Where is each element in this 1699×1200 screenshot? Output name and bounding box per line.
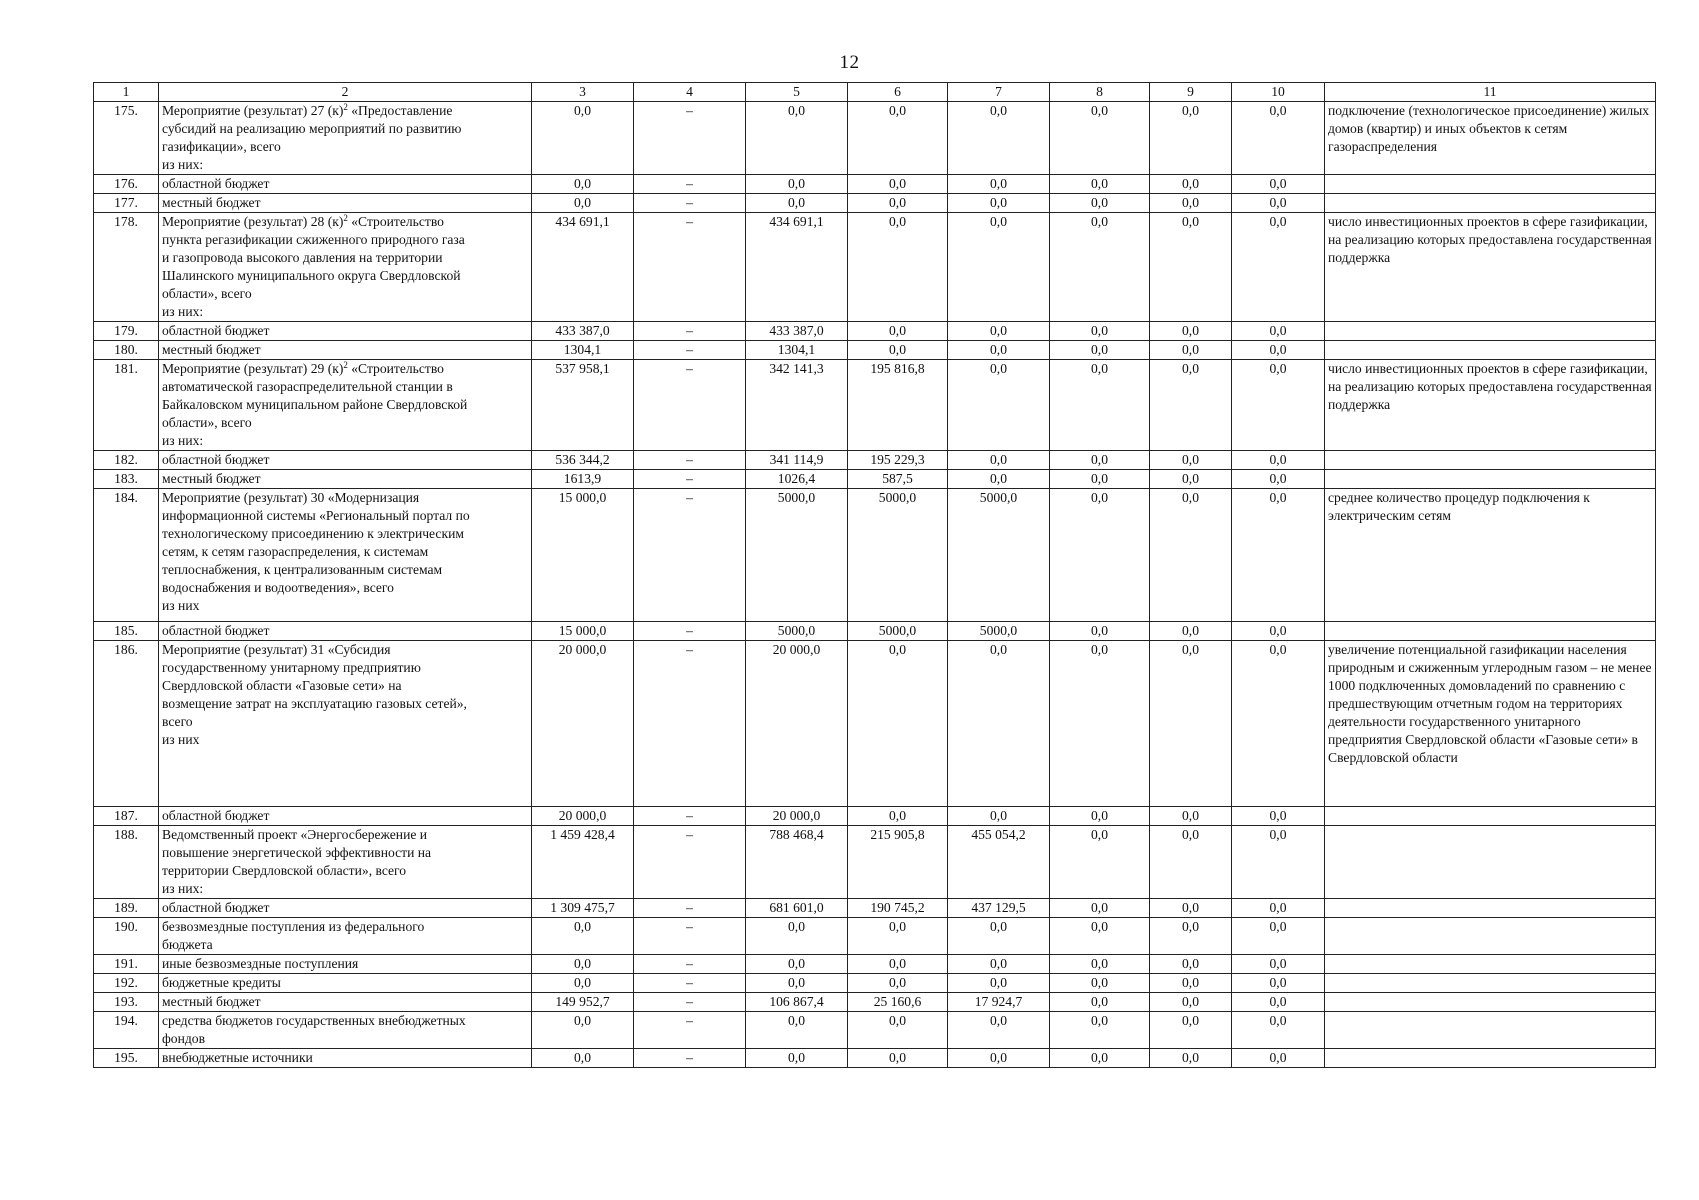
year1-cell: 788 468,4 [746,826,848,899]
table-row [94,489,1656,622]
col4-cell: – [634,807,746,826]
total-cell: 434 691,1 [532,213,634,322]
year3-cell: 0,0 [948,451,1050,470]
table-row [94,807,1656,826]
year1-cell: 681 601,0 [746,899,848,918]
row-number: 180. [94,341,159,360]
year1-cell: 5000,0 [746,489,848,622]
year5-cell: 0,0 [1150,641,1232,807]
year5-cell: 0,0 [1150,622,1232,641]
column-header: 6 [848,83,948,102]
year5-cell: 0,0 [1150,451,1232,470]
table-row [94,622,1656,641]
column-header: 1 [94,83,159,102]
row-number: 189. [94,899,159,918]
year4-cell: 0,0 [1050,993,1150,1012]
year2-cell: 0,0 [848,102,948,175]
indicator-cell [1325,622,1656,641]
year6-cell: 0,0 [1232,102,1325,175]
column-header: 7 [948,83,1050,102]
indicator-cell [1325,974,1656,993]
row-number: 175. [94,102,159,175]
item-name: областной бюджет [159,622,532,641]
year6-cell: 0,0 [1232,341,1325,360]
item-name: безвозмездные поступления из федерального бюджета [159,918,532,955]
year2-cell: 0,0 [848,175,948,194]
year3-cell: 5000,0 [948,489,1050,622]
col4-cell: – [634,622,746,641]
row-number: 177. [94,194,159,213]
total-cell: 537 958,1 [532,360,634,451]
year6-cell: 0,0 [1232,470,1325,489]
row-number: 188. [94,826,159,899]
item-name: местный бюджет [159,470,532,489]
indicator-cell: среднее количество процедур подключения к электрическим сетям [1325,489,1656,622]
table-row [94,641,1656,807]
table-row [94,102,1656,175]
year3-cell: 0,0 [948,322,1050,341]
year2-cell: 0,0 [848,1012,948,1049]
row-number: 190. [94,918,159,955]
item-name: иные безвозмездные поступления [159,955,532,974]
year3-cell: 0,0 [948,974,1050,993]
indicator-cell [1325,899,1656,918]
year4-cell: 0,0 [1050,360,1150,451]
indicator-cell: увеличение потенциальной газификации населения природным и сжиженным углеродным газом – не менее 1000 подключенных домовладений по сравнению с предшествующим отчетным годом на территориях деятельности государственного унитарного предприятия Свердловской области «Газовые сети» в Свердловской области [1325,641,1656,807]
indicator-cell [1325,807,1656,826]
row-number: 195. [94,1049,159,1068]
item-name: Мероприятие (результат) 31 «Субсидия государственному унитарному предприятию Свердловской области «Газовые сети» на возмещение затрат на эксплуатацию газовых сетей», всего из них [159,641,532,807]
col4-cell: – [634,489,746,622]
row-number: 186. [94,641,159,807]
total-cell: 0,0 [532,175,634,194]
column-header: 3 [532,83,634,102]
year2-cell: 25 160,6 [848,993,948,1012]
item-name [159,360,532,451]
indicator-cell [1325,194,1656,213]
indicator-cell: число инвестиционных проектов в сфере газификации, на реализацию которых предоставлена государственная поддержка [1325,213,1656,322]
year3-cell: 5000,0 [948,622,1050,641]
total-cell: 536 344,2 [532,451,634,470]
year3-cell: 0,0 [948,641,1050,807]
year1-cell: 0,0 [746,102,848,175]
year1-cell: 1026,4 [746,470,848,489]
year4-cell: 0,0 [1050,1049,1150,1068]
item-name-text: Мероприятие (результат) 29 (к) [162,361,344,376]
year4-cell: 0,0 [1050,341,1150,360]
row-number: 182. [94,451,159,470]
year1-cell: 20 000,0 [746,807,848,826]
item-name-text: «Строительство автоматической газораспределительной станции в Байкаловском муниципальном районе Свердловской области», всего из них: [162,361,468,448]
year6-cell: 0,0 [1232,918,1325,955]
total-cell: 15 000,0 [532,489,634,622]
year5-cell: 0,0 [1150,899,1232,918]
col4-cell: – [634,955,746,974]
year6-cell: 0,0 [1232,451,1325,470]
year2-cell: 0,0 [848,955,948,974]
year6-cell: 0,0 [1232,1049,1325,1068]
year2-cell: 0,0 [848,341,948,360]
year4-cell: 0,0 [1050,826,1150,899]
year4-cell: 0,0 [1050,175,1150,194]
year4-cell: 0,0 [1050,213,1150,322]
year5-cell: 0,0 [1150,360,1232,451]
year3-cell: 0,0 [948,102,1050,175]
item-name: областной бюджет [159,807,532,826]
budget-table [93,82,1656,1068]
indicator-cell [1325,1049,1656,1068]
year2-cell: 190 745,2 [848,899,948,918]
year5-cell: 0,0 [1150,470,1232,489]
item-name: областной бюджет [159,451,532,470]
year2-cell: 195 229,3 [848,451,948,470]
year3-cell: 0,0 [948,955,1050,974]
row-number: 178. [94,213,159,322]
year5-cell: 0,0 [1150,194,1232,213]
item-name: областной бюджет [159,175,532,194]
col4-cell: – [634,1012,746,1049]
indicator-cell [1325,826,1656,899]
year5-cell: 0,0 [1150,993,1232,1012]
item-name: областной бюджет [159,899,532,918]
year2-cell: 587,5 [848,470,948,489]
col4-cell: – [634,899,746,918]
year1-cell: 0,0 [746,175,848,194]
table-body [94,83,1656,1068]
indicator-cell [1325,341,1656,360]
item-name [159,102,532,175]
indicator-cell [1325,993,1656,1012]
col4-cell: – [634,641,746,807]
year1-cell: 0,0 [746,918,848,955]
row-number: 181. [94,360,159,451]
col4-cell: – [634,194,746,213]
year5-cell: 0,0 [1150,102,1232,175]
table-row [94,322,1656,341]
year2-cell: 0,0 [848,807,948,826]
year4-cell: 0,0 [1050,102,1150,175]
table-row [94,1012,1656,1049]
year5-cell: 0,0 [1150,807,1232,826]
table-row [94,826,1656,899]
year5-cell: 0,0 [1150,322,1232,341]
table-row [94,955,1656,974]
item-name-text: «Предоставление субсидий на реализацию мероприятий по развитию газификации», всего из них: [162,103,462,172]
item-name: внебюджетные источники [159,1049,532,1068]
row-number: 185. [94,622,159,641]
table-row [94,899,1656,918]
total-cell: 15 000,0 [532,622,634,641]
year4-cell: 0,0 [1050,470,1150,489]
item-name [159,213,532,322]
col4-cell: – [634,213,746,322]
year3-cell: 0,0 [948,175,1050,194]
total-cell: 149 952,7 [532,993,634,1012]
year5-cell: 0,0 [1150,918,1232,955]
indicator-cell: подключение (технологическое присоединение) жилых домов (квартир) и иных объектов к сетям газораспределения [1325,102,1656,175]
year5-cell: 0,0 [1150,213,1232,322]
col4-cell: – [634,974,746,993]
indicator-cell [1325,322,1656,341]
year3-cell: 0,0 [948,918,1050,955]
year3-cell: 17 924,7 [948,993,1050,1012]
col4-cell: – [634,341,746,360]
year1-cell: 434 691,1 [746,213,848,322]
table-row [94,213,1656,322]
column-header: 8 [1050,83,1150,102]
column-header: 2 [159,83,532,102]
total-cell: 20 000,0 [532,641,634,807]
year2-cell: 195 816,8 [848,360,948,451]
col4-cell: – [634,1049,746,1068]
item-name: местный бюджет [159,341,532,360]
year6-cell: 0,0 [1232,974,1325,993]
year6-cell: 0,0 [1232,826,1325,899]
year2-cell: 0,0 [848,974,948,993]
total-cell: 0,0 [532,918,634,955]
indicator-cell [1325,470,1656,489]
row-number: 187. [94,807,159,826]
col4-cell: – [634,826,746,899]
year4-cell: 0,0 [1050,807,1150,826]
total-cell: 20 000,0 [532,807,634,826]
item-name: Мероприятие (результат) 30 «Модернизация информационной системы «Региональный портал по технологическому присоединению к электрическим сетям, к сетям газораспределения, к системам теплоснабжения, к централизованным системам водоснабжения и водоотведения», всего из них [159,489,532,622]
item-name: областной бюджет [159,322,532,341]
item-name-text: «Строительство пункта регазификации сжиженного природного газа и газопровода высокого давления на территории Шалинского муниципального округа Свердловской области», всего из них: [162,214,465,319]
year4-cell: 0,0 [1050,918,1150,955]
year5-cell: 0,0 [1150,489,1232,622]
row-number: 191. [94,955,159,974]
year2-cell: 0,0 [848,194,948,213]
year6-cell: 0,0 [1232,322,1325,341]
year2-cell: 0,0 [848,322,948,341]
col4-cell: – [634,993,746,1012]
year2-cell: 0,0 [848,1049,948,1068]
year6-cell: 0,0 [1232,360,1325,451]
year3-cell: 0,0 [948,341,1050,360]
year1-cell: 20 000,0 [746,641,848,807]
total-cell: 433 387,0 [532,322,634,341]
table-row [94,341,1656,360]
row-number: 192. [94,974,159,993]
table-row [94,194,1656,213]
year4-cell: 0,0 [1050,1012,1150,1049]
indicator-cell [1325,955,1656,974]
year4-cell: 0,0 [1050,955,1150,974]
table-row [94,918,1656,955]
table-row [94,1049,1656,1068]
col4-cell: – [634,175,746,194]
year1-cell: 106 867,4 [746,993,848,1012]
year1-cell: 0,0 [746,1049,848,1068]
year6-cell: 0,0 [1232,993,1325,1012]
col4-cell: – [634,918,746,955]
total-cell: 1 309 475,7 [532,899,634,918]
total-cell: 0,0 [532,955,634,974]
table-row [94,993,1656,1012]
table-row [94,451,1656,470]
column-header: 11 [1325,83,1656,102]
year3-cell: 0,0 [948,1012,1050,1049]
year6-cell: 0,0 [1232,641,1325,807]
indicator-cell [1325,918,1656,955]
total-cell: 0,0 [532,194,634,213]
year4-cell: 0,0 [1050,322,1150,341]
row-number: 194. [94,1012,159,1049]
indicator-cell [1325,175,1656,194]
year3-cell: 0,0 [948,194,1050,213]
year5-cell: 0,0 [1150,974,1232,993]
year3-cell: 0,0 [948,360,1050,451]
footnote-mark: 2 [343,213,348,223]
item-name: бюджетные кредиты [159,974,532,993]
total-cell: 0,0 [532,102,634,175]
table-row [94,470,1656,489]
col4-cell: – [634,470,746,489]
year3-cell: 0,0 [948,807,1050,826]
col4-cell: – [634,102,746,175]
year1-cell: 0,0 [746,955,848,974]
footnote-mark: 2 [343,102,348,112]
year6-cell: 0,0 [1232,489,1325,622]
year6-cell: 0,0 [1232,1012,1325,1049]
year4-cell: 0,0 [1050,974,1150,993]
year6-cell: 0,0 [1232,807,1325,826]
column-header: 5 [746,83,848,102]
year1-cell: 1304,1 [746,341,848,360]
year5-cell: 0,0 [1150,1049,1232,1068]
col4-cell: – [634,451,746,470]
year2-cell: 0,0 [848,918,948,955]
row-number: 179. [94,322,159,341]
total-cell: 1613,9 [532,470,634,489]
col4-cell: – [634,360,746,451]
column-header: 4 [634,83,746,102]
year1-cell: 342 141,3 [746,360,848,451]
col4-cell: – [634,322,746,341]
year4-cell: 0,0 [1050,641,1150,807]
total-cell: 0,0 [532,1049,634,1068]
year1-cell: 0,0 [746,194,848,213]
page-number: 12 [839,52,860,73]
year4-cell: 0,0 [1050,899,1150,918]
row-number: 183. [94,470,159,489]
year1-cell: 341 114,9 [746,451,848,470]
table-header-row [94,83,1656,102]
year1-cell: 433 387,0 [746,322,848,341]
item-name: Ведомственный проект «Энергосбережение и повышение энергетической эффективности на территории Свердловской области», всего из них: [159,826,532,899]
year6-cell: 0,0 [1232,955,1325,974]
year6-cell: 0,0 [1232,175,1325,194]
year3-cell: 0,0 [948,1049,1050,1068]
year6-cell: 0,0 [1232,899,1325,918]
year1-cell: 0,0 [746,1012,848,1049]
year4-cell: 0,0 [1050,451,1150,470]
year3-cell: 455 054,2 [948,826,1050,899]
year2-cell: 5000,0 [848,489,948,622]
table-row [94,175,1656,194]
year2-cell: 5000,0 [848,622,948,641]
year3-cell: 0,0 [948,213,1050,322]
item-name-text: Мероприятие (результат) 27 (к) [162,103,344,118]
year2-cell: 215 905,8 [848,826,948,899]
year5-cell: 0,0 [1150,826,1232,899]
item-name: средства бюджетов государственных внебюджетных фондов [159,1012,532,1049]
item-name: местный бюджет [159,194,532,213]
year4-cell: 0,0 [1050,194,1150,213]
row-number: 176. [94,175,159,194]
total-cell: 1 459 428,4 [532,826,634,899]
year1-cell: 0,0 [746,974,848,993]
indicator-cell [1325,451,1656,470]
year2-cell: 0,0 [848,641,948,807]
row-number: 184. [94,489,159,622]
year3-cell: 0,0 [948,470,1050,489]
table-row [94,360,1656,451]
year2-cell: 0,0 [848,213,948,322]
item-name: местный бюджет [159,993,532,1012]
row-number: 193. [94,993,159,1012]
indicator-cell: число инвестиционных проектов в сфере газификации, на реализацию которых предоставлена государственная поддержка [1325,360,1656,451]
year4-cell: 0,0 [1050,622,1150,641]
footnote-mark: 2 [343,360,348,370]
total-cell: 0,0 [532,1012,634,1049]
year5-cell: 0,0 [1150,175,1232,194]
year5-cell: 0,0 [1150,955,1232,974]
year6-cell: 0,0 [1232,194,1325,213]
year5-cell: 0,0 [1150,341,1232,360]
year6-cell: 0,0 [1232,213,1325,322]
year4-cell: 0,0 [1050,489,1150,622]
year3-cell: 437 129,5 [948,899,1050,918]
year6-cell: 0,0 [1232,622,1325,641]
indicator-cell [1325,1012,1656,1049]
total-cell: 1304,1 [532,341,634,360]
item-name-text: Мероприятие (результат) 28 (к) [162,214,344,229]
column-header: 10 [1232,83,1325,102]
table-row [94,974,1656,993]
year1-cell: 5000,0 [746,622,848,641]
total-cell: 0,0 [532,974,634,993]
year5-cell: 0,0 [1150,1012,1232,1049]
column-header: 9 [1150,83,1232,102]
